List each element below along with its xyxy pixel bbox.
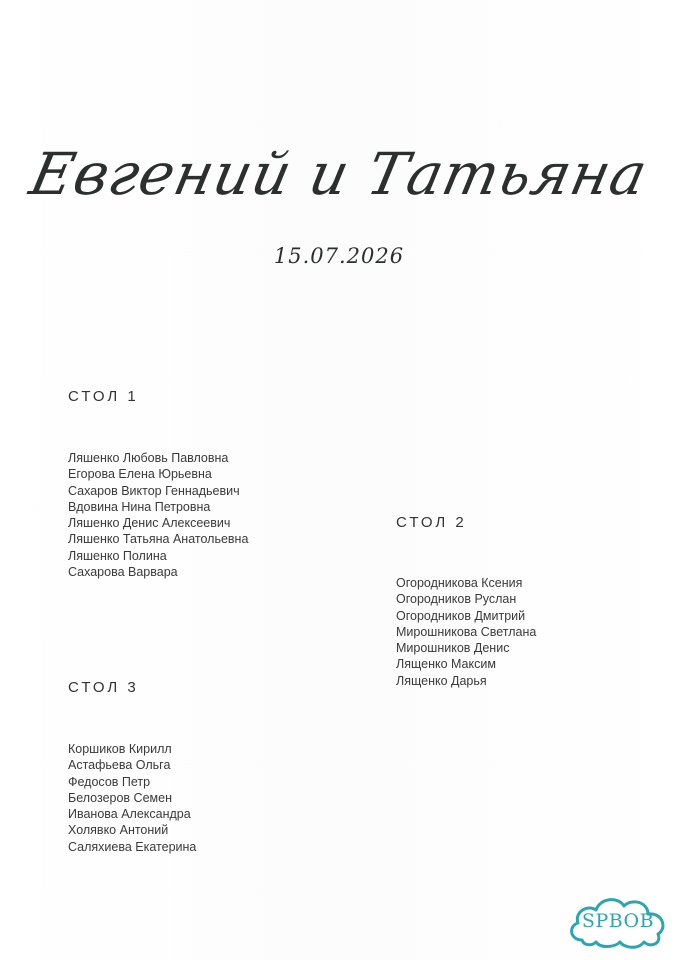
guest-name: Ляшенко Татьяна Анатольевна	[68, 532, 249, 547]
couple-names: Евгений и Татьяна	[24, 140, 654, 208]
guest-name: Астафьева Ольга	[68, 758, 171, 773]
table-block-3	[68, 679, 196, 855]
guest-name: Мирошников Денис	[396, 641, 510, 656]
guest-name: Огородникова Ксения	[396, 576, 523, 590]
guest-name: Огородников Руслан	[396, 592, 517, 607]
guest-name: Холявко Антоний	[68, 823, 169, 838]
guest-name: Мирошникова Светлана	[396, 624, 537, 639]
guest-name: Огородников Дмитрий	[396, 608, 526, 623]
guest-name: Лященко Максим	[396, 657, 496, 672]
guest-list	[68, 450, 248, 580]
guest-name: Ляшенко Денис Алексеевич	[68, 516, 231, 531]
table-heading: СТОЛ 1	[68, 388, 139, 405]
table-block-1	[68, 388, 248, 580]
guest-name: Сахаров Виктор Геннадьевич	[68, 483, 240, 498]
guest-name: Лященко Дарья	[396, 673, 487, 688]
guest-name: Белозеров Семен	[68, 790, 172, 805]
wedding-date: 15.07.2026	[273, 244, 405, 268]
guest-name: Саляхиева Екатерина	[68, 839, 197, 854]
guest-name: Егорова Елена Юрьевна	[68, 467, 212, 482]
guest-name: Иванова Александра	[68, 807, 191, 822]
guest-list	[396, 575, 536, 689]
guest-list	[68, 741, 196, 855]
table-heading: СТОЛ 3	[68, 679, 139, 696]
guest-name: Ляшенко Полина	[68, 548, 167, 563]
guest-name: Ляшенко Любовь Павловна	[68, 451, 229, 465]
guest-name: Вдовина Нина Петровна	[68, 499, 211, 514]
guest-name: Коршиков Кирилл	[68, 742, 172, 756]
guest-name: Сахарова Варвара	[68, 565, 178, 580]
table-block-2	[396, 514, 536, 689]
guest-name: Федосов Петр	[68, 774, 151, 789]
table-heading: СТОЛ 2	[396, 514, 467, 531]
watermark-logo	[566, 890, 670, 952]
logo-text: SPBOB	[581, 910, 655, 932]
